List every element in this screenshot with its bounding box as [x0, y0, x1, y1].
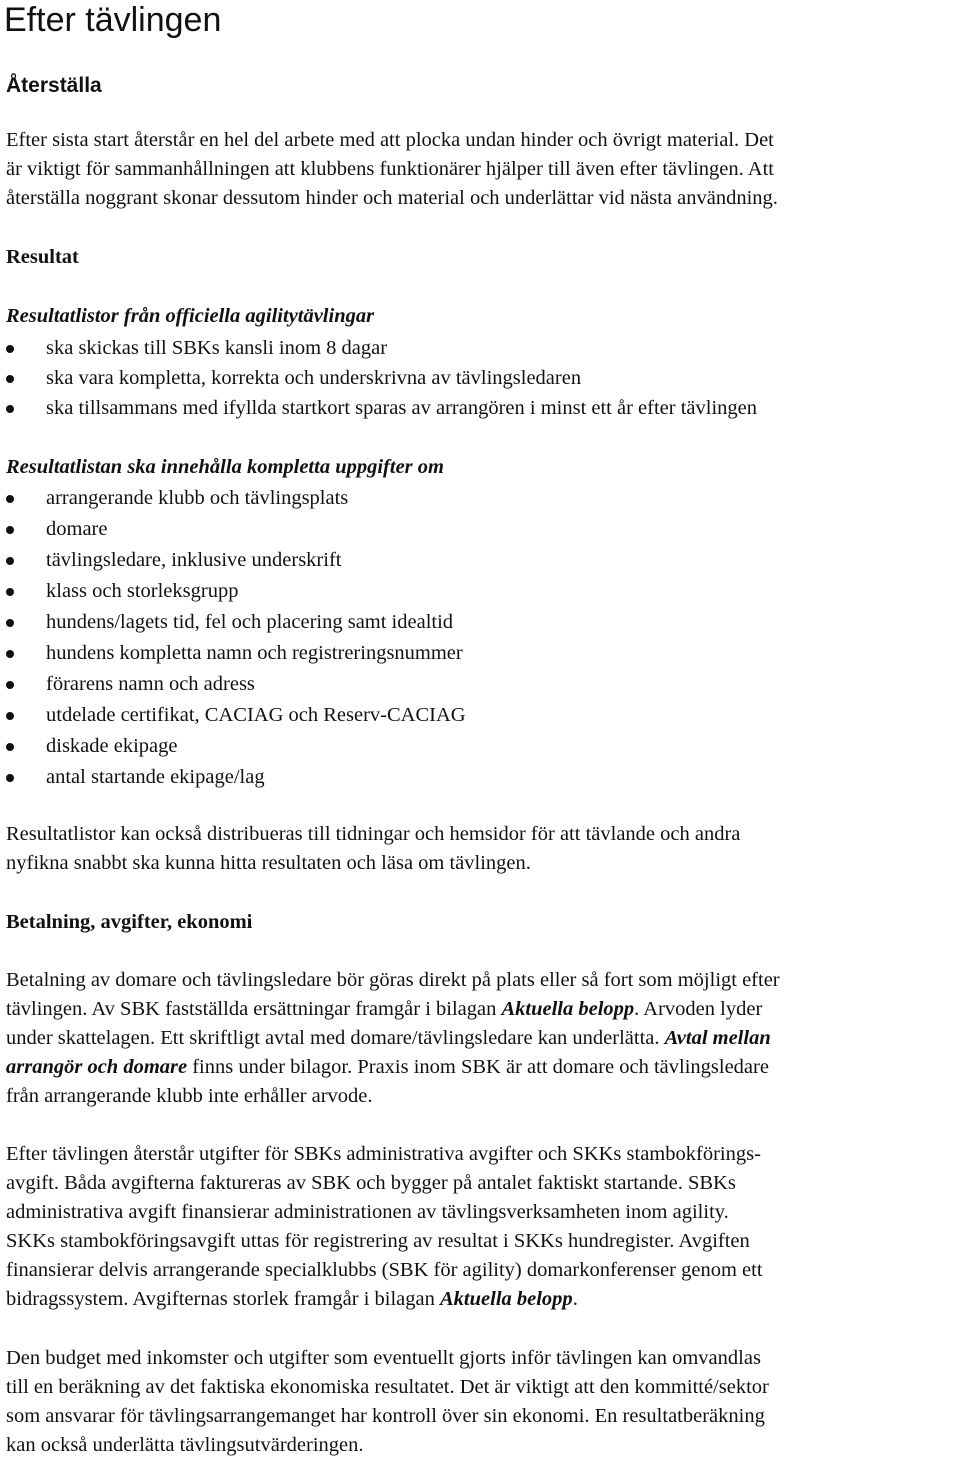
- payment-p1-line: under skattelagen. Ett skriftligt avtal med domare/tävlingsledare kan underlätta. Avtal mellan: [6, 1027, 771, 1049]
- bullet-icon: [6, 712, 14, 720]
- results-closing-line: Resultatlistor kan också distribueras till tidningar och hemsidor för att tävlande och andra: [6, 823, 741, 845]
- list-item: diskade ekipage: [0, 732, 960, 761]
- bullet-icon: [6, 526, 14, 534]
- bullet-icon: [6, 345, 14, 353]
- list-item: ska tillsammans med ifyllda startkort sparas av arrangören i minst ett år efter tävlingen: [0, 394, 960, 423]
- bullet-icon: [6, 681, 14, 689]
- results-content-title: Resultatlistan ska innehålla kompletta uppgifter om: [6, 456, 444, 478]
- results-closing-line: nyfikna snabbt ska kunna hitta resultaten och läsa om tävlingen.: [6, 852, 531, 874]
- section-heading-payment: Betalning, avgifter, ekonomi: [6, 911, 253, 933]
- list-item: utdelade certifikat, CACIAG och Reserv-CACIAG: [0, 701, 960, 730]
- results-list-title: Resultatlistor från officiella agilitytävlingar: [6, 305, 375, 327]
- payment-p2-line: finansierar delvis arrangerande specialklubbs (SBK för agility) domarkonferenser genom ett: [6, 1259, 763, 1281]
- page-title: Efter tävlingen: [4, 1, 222, 39]
- list-item: klass och storleksgrupp: [0, 577, 960, 606]
- section-heading-results: Resultat: [6, 246, 79, 268]
- payment-p3-line: kan också underlätta tävlingsutvärderingen.: [6, 1434, 364, 1456]
- list-item: ska skickas till SBKs kansli inom 8 dagar: [0, 334, 960, 363]
- bullet-icon: [6, 774, 14, 782]
- list-item: tävlingsledare, inklusive underskrift: [0, 546, 960, 575]
- list-item: förarens namn och adress: [0, 670, 960, 699]
- payment-p2-line: avgift. Båda avgifterna faktureras av SBK och bygger på antalet faktiskt startande. SBKs: [6, 1172, 736, 1194]
- attachment-reference: Aktuella belopp: [501, 998, 635, 1020]
- bullet-icon: [6, 375, 14, 383]
- restore-line: återställa noggrant skonar dessutom hinder och material och underlättar vid nästa användning.: [6, 187, 778, 209]
- attachment-reference: arrangör och domare: [6, 1056, 188, 1078]
- payment-p3-line: Den budget med inkomster och utgifter som eventuellt gjorts inför tävlingen kan omvandlas: [6, 1347, 761, 1369]
- section-heading-restore: Återställa: [6, 74, 102, 97]
- list-item: antal startande ekipage/lag: [0, 763, 960, 792]
- bullet-icon: [6, 743, 14, 751]
- bullet-icon: [6, 588, 14, 596]
- list-item: domare: [0, 515, 960, 544]
- bullet-icon: [6, 557, 14, 565]
- payment-p2-line: bidragssystem. Avgifternas storlek framgår i bilagan Aktuella belopp.: [6, 1288, 578, 1310]
- payment-p1-line: Betalning av domare och tävlingsledare bör göras direkt på plats eller så fort som möjligt efter: [6, 969, 780, 991]
- list-item: ska vara kompletta, korrekta och underskrivna av tävlingsledaren: [0, 364, 960, 393]
- payment-p2-line: administrativa avgift finansierar administrationen av tävlingsverksamheten inom agility.: [6, 1201, 729, 1223]
- bullet-icon: [6, 495, 14, 503]
- restore-line: är viktigt för sammanhållningen att klubbens funktionärer hjälper till även efter tävlingen. Att: [6, 158, 774, 180]
- payment-p1-line: tävlingen. Av SBK fastställda ersättningar framgår i bilagan Aktuella belopp. Arvoden lyder: [6, 998, 763, 1020]
- bullet-icon: [6, 619, 14, 627]
- payment-p1-line: arrangör och domare finns under bilagor. Praxis inom SBK är att domare och tävlingsledare: [6, 1056, 769, 1078]
- payment-p3-line: som ansvarar för tävlingsarrangemanget har kontroll över sin ekonomi. En resultatberäkning: [6, 1405, 765, 1427]
- list-item: hundens kompletta namn och registreringsnummer: [0, 639, 960, 668]
- restore-line: Efter sista start återstår en hel del arbete med att plocka undan hinder och övrigt material. Det: [6, 129, 774, 151]
- payment-p2-line: Efter tävlingen återstår utgifter för SBKs administrativa avgifter och SKKs stambokförings-: [6, 1143, 761, 1165]
- payment-p3-line: till en beräkning av det faktiska ekonomiska resultatet. Det är viktigt att den kommitté/sektor: [6, 1376, 769, 1398]
- list-item: hundens/lagets tid, fel och placering samt idealtid: [0, 608, 960, 637]
- bullet-icon: [6, 405, 14, 413]
- payment-p2-line: SKKs stambokföringsavgift uttas för registrering av resultat i SKKs hundregister. Avgiften: [6, 1230, 750, 1252]
- bullet-icon: [6, 650, 14, 658]
- payment-p1-line: från arrangerande klubb inte erhåller arvode.: [6, 1085, 373, 1107]
- attachment-reference: Aktuella belopp: [440, 1288, 573, 1310]
- list-item: arrangerande klubb och tävlingsplats: [0, 484, 960, 513]
- attachment-reference: Avtal mellan: [664, 1027, 771, 1049]
